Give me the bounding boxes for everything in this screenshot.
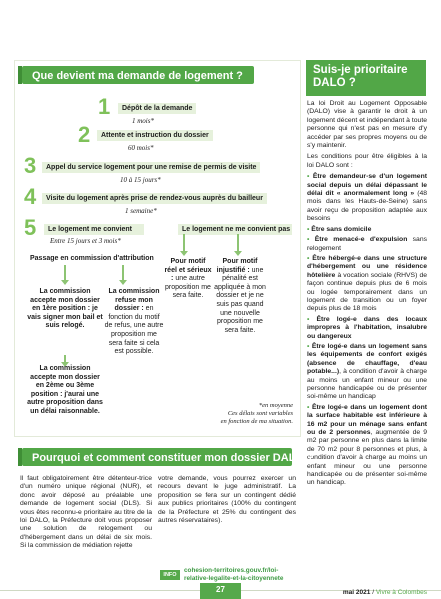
- step-4-label: Visite du logement après prise de rendez-vous auprès du bailleur: [42, 193, 267, 204]
- dalo-intro: La loi Droit au Logement Opposable (DALO) vise à garantir le droit à un logement décent et indépendant à toute personne qui n'est pas en mesure d'y accéder par ses propres moyens ou de s'y maintenir.: [307, 100, 427, 150]
- step-4-duration: 1 semaine*: [125, 207, 157, 215]
- page-number: 27: [200, 583, 241, 599]
- dalo-title: Suis-je prioritaire DALO ?: [313, 64, 408, 89]
- footer-magazine: Vivre à Colombes: [375, 589, 427, 596]
- step-2-label: Attente et instruction du dossier: [97, 130, 213, 141]
- dalo-condition-item: • Être sans domicile: [307, 225, 372, 233]
- dalo-condition-item: • Être menacé-e d'expulsion sans relogement: [307, 236, 427, 252]
- commission-refuse-head: La commission refuse mon dossier :: [108, 288, 160, 313]
- dossier-text-col1: Il faut obligatoirement être détenteur-trice d'un numéro unique régional (NUR), et donc avoir déposé au préalable une demande de logement social (DLS). Si vous êtes reconnu-e prioritaire au titre de la loi DALO, la Préfecture doit vous proposer une solution de relogement ou d'hébergement dans un délai de six mois. Si la commission de médiation rejette: [20, 475, 152, 550]
- info-badge: INFO: [160, 570, 180, 580]
- top-blank-area: [0, 0, 441, 58]
- passage-commission-label: Passage en commission d'attribution: [30, 255, 154, 262]
- step-2-duration: 60 mois*: [128, 144, 154, 152]
- dalo-condition-item: • Être logé-e dans un logement sans les équipements de confort exigés (absence de chauffage, d'eau potable...), à condition d'avoir à charge au moins un enfant mineur ou une personne handicapée ou de présenter soi-même un handicap: [307, 342, 427, 401]
- commission-accept-2-text: La commission accepte mon dossier en 2ème ou 3ème position : j'aurai une autre proposition dans un délai raisonnable.: [27, 365, 103, 415]
- arrow-motif-injustifie: [237, 234, 239, 252]
- arrow-accept: [64, 265, 66, 281]
- delay-note: *en moyenne Ces délais sont variables en fonction de ma situation.: [220, 402, 293, 425]
- dossier-text-col2: votre demande, vous pourrez exercer un recours devant le juge administratif. La proposition se fera sur un contingent dédié aux publics prioritaires (100% du contingent de la Préfecture et 25% du contingent des autres réservataires).: [158, 475, 296, 525]
- step-2-number: 2: [78, 122, 91, 147]
- motif-injustifie: [212, 258, 268, 335]
- branch-ok-header: Le logement me convient: [44, 224, 144, 235]
- dalo-condition-item: • Être logé-e dans des locaux impropres à l'habitation, insalubre ou dangereux: [307, 315, 428, 340]
- step-4-number: 4: [24, 184, 37, 209]
- commission-accept-text: La commission accepte mon dossier en 1ère position : je vais signer mon bail et suis relogé.: [27, 288, 103, 330]
- dalo-condition-item: • Être hébergé-e dans une structure d'hébergement ou une résidence hôtelière à vocation sociale (RHVS) de façon continue depuis plus de 6 mois ou logée temporairement dans un logement de transition ou un foyer depuis plus de 18 mois: [307, 254, 428, 313]
- dalo-condition-item: • Être logé-e dans un logement dont la surface habitable est inférieure à 16 m2 pour un ménage sans enfant ou de 2 personnes, augmentée de 9 m2 par personne en plus dans la limite de 70 m2 pour 8 personnes et plus, à condition d'avoir à charge au moins un enfant mineur ou une personne handicapée ou de présenter soi-même un handicap.: [307, 403, 427, 487]
- section-title-dossier: Pourquoi et comment constituer mon dossier DALO ?: [22, 448, 292, 466]
- motif-injustifie-head: Pour motif injustifié :: [216, 258, 258, 274]
- step-5-duration: Entre 15 jours et 3 mois*: [50, 237, 121, 245]
- step-3-number: 3: [24, 153, 37, 178]
- arrow-motif-reel: [183, 234, 185, 252]
- section-title-demande: Que devient ma demande de logement ?: [22, 66, 254, 84]
- step-3-duration: 10 à 15 jours*: [120, 176, 161, 184]
- footer-separator: /: [372, 589, 374, 596]
- arrow-refuse: [122, 265, 124, 281]
- footer-date: mai 2021: [342, 589, 371, 596]
- step-1-duration: 1 mois*: [132, 117, 154, 125]
- commission-refuse: [104, 288, 164, 357]
- dalo-condition-item: • Être demandeur-se d'un logement social depuis un délai dépassant le délai dit « anormalement long » (48 mois dans les Hauts-de-Seine) sans avoir reçu de proposition adaptée aux besoins: [307, 173, 428, 223]
- motif-reel-body: une autre proposition me sera faite.: [165, 275, 211, 300]
- branch-not-ok-header: Le logement ne me convient pas: [178, 224, 292, 235]
- dalo-conditions: Les conditions pour être éligibles à la loi DALO sont :: [307, 153, 427, 169]
- step-1-label: Dépôt de la demande: [118, 103, 196, 114]
- commission-refuse-body: en fonction du motif de refus, une autre proposition me sera faite si cela est possible.: [104, 305, 164, 356]
- footer-publication: [343, 589, 427, 596]
- info-link[interactable]: cohesion-territoires.gouv.fr/loi-relative-legalite-et-la-citoyennete: [184, 567, 284, 582]
- motif-reel-head: Pour motif réel et sérieux :: [164, 258, 212, 283]
- arrow-accept-2: [64, 355, 66, 363]
- motif-injustifie-body: une pénalité est appliquée à mon dossier et je ne suis pas quand une nouvelle proposition me sera faite.: [214, 266, 266, 334]
- step-1-number: 1: [98, 94, 111, 119]
- dalo-body: [307, 100, 427, 490]
- step-3-label: Appel du service logement pour une remise de permis de visite: [42, 162, 260, 173]
- step-5-number: 5: [24, 215, 37, 240]
- motif-reel: [164, 258, 212, 301]
